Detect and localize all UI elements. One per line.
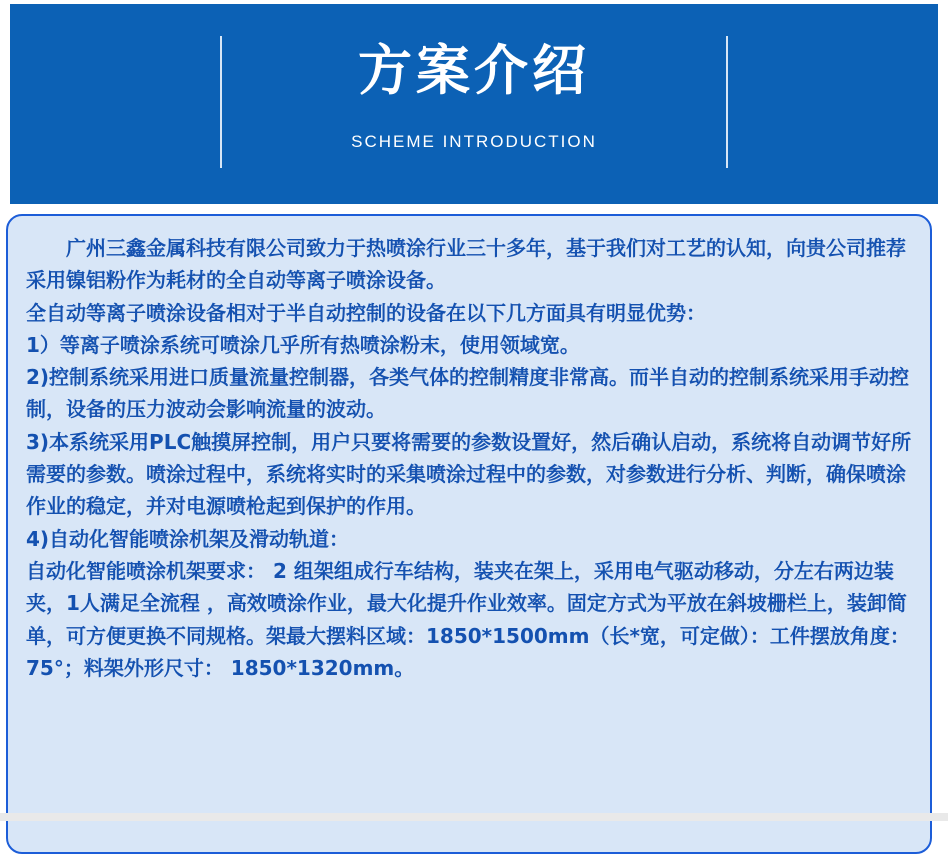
content-text	[26, 232, 918, 684]
paragraph-point-3: 3)本系统采用PLC触摸屏控制，用户只要将需要的参数设置好，然后确认启动，系统将自动调节好所需要的参数。喷涂过程中，系统将实时的采集喷涂过程中的参数，对参数进行分析、判断，确保喷涂作业的稳定，并对电源喷枪起到保护的作用。	[26, 429, 912, 519]
bottom-strip	[0, 813, 948, 821]
paragraph-intro: 广州三鑫金属科技有限公司致力于热喷涂行业三十多年，基于我们对工艺的认知，向贵公司推荐采用镍铝粉作为耗材的全自动等离子喷涂设备。	[26, 236, 906, 293]
page-title: 方案介绍	[358, 39, 590, 102]
page-subtitle: SCHEME INTRODUCTION	[351, 132, 597, 151]
paragraph-advantages-lead: 全自动等离子喷涂设备相对于半自动控制的设备在以下几方面具有明显优势：	[26, 300, 706, 325]
paragraph-point-1: 1）等离子喷涂系统可喷涂几乎所有热喷涂粉末，使用领域宽。	[26, 332, 580, 357]
paragraph-point-4: 4)自动化智能喷涂机架及滑动轨道：	[26, 526, 350, 551]
paragraph-point-2: 2)控制系统采用进口质量流量控制器，各类气体的控制精度非常高。而半自动的控制系统采用手动控制，设备的压力波动会影响流量的波动。	[26, 365, 910, 422]
paragraph-rack-requirements: 自动化智能喷涂机架要求： 2 组架组成行车结构，装夹在架上，采用电气驱动移动，分左右两边装夹，1人满足全流程 ，高效喷涂作业，最大化提升作业效率。固定方式为平放在斜坡栅栏上，装卸简单，可方便更换不同规格。架最大摆料区域：1850*1500mm（长*宽，可定做）：工件摆放角度：75°；料架外形尺寸： 1850*1320mm。	[26, 558, 910, 680]
content-box	[6, 214, 932, 854]
header-banner	[10, 4, 938, 204]
